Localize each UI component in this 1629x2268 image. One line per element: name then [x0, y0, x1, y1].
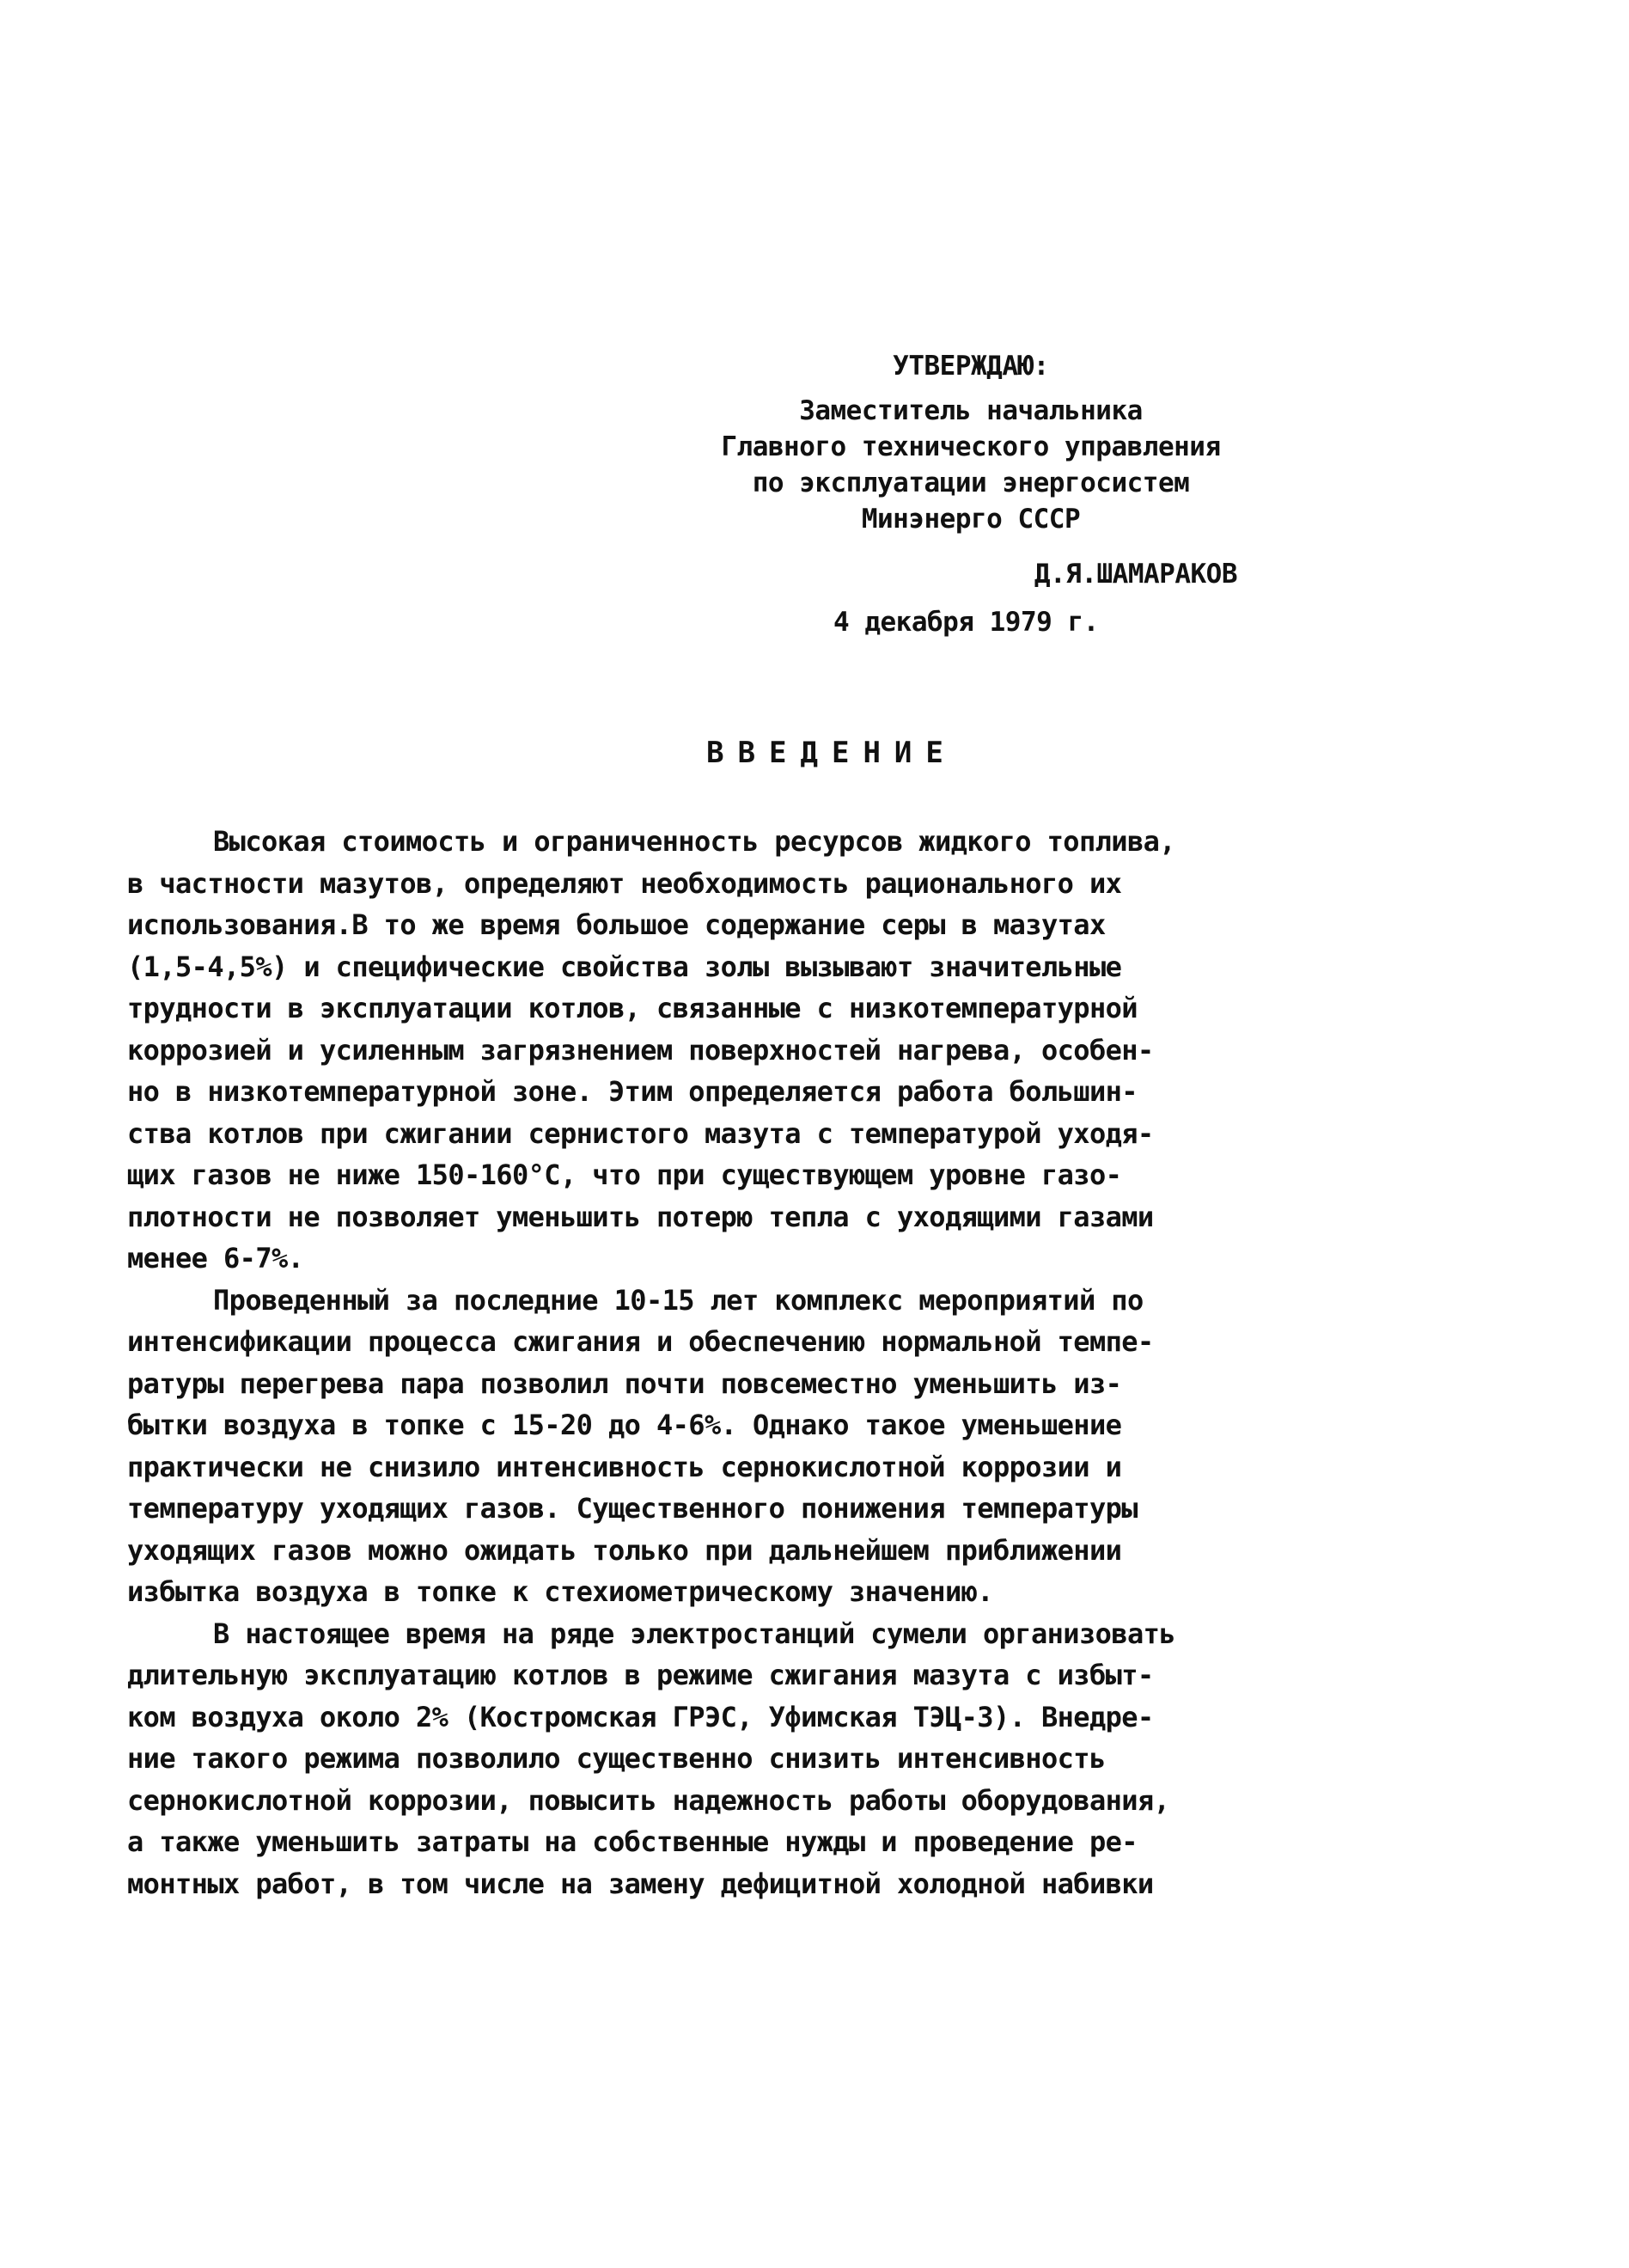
text-line: менее 6-7%. [127, 1242, 304, 1275]
approval-line: Минэнерго СССР [861, 504, 1081, 535]
text-line: ства котлов при сжигании сернистого мазута с температурой уходя- [127, 1116, 1154, 1150]
text-line: ратуры перегрева пара позволил почти повсеместно уменьшить из- [127, 1366, 1122, 1400]
text-line: уходящих газов можно ожидать только при дальнейшем приближении [127, 1533, 1122, 1567]
text-line: в частности мазутов, определяют необходимость рационального их [127, 866, 1122, 900]
text-line: интенсификации процесса сжигания и обеспечению нормальной темпе- [127, 1325, 1154, 1358]
approval-heading: УТВЕРЖДАЮ: [893, 351, 1049, 382]
section-title: ВВЕДЕНИЕ [706, 736, 957, 770]
text-line: бытки воздуха в топке с 15-20 до 4-6%. Однако такое уменьшение [127, 1409, 1122, 1441]
text-line: плотности не позволяет уменьшить потерю тепла с уходящими газами [127, 1200, 1154, 1233]
body-text [127, 821, 1235, 1904]
text-line: избытка воздуха в топке к стехиометрическому значению. [127, 1575, 993, 1608]
text-line: щих газов не ниже 150-160°С, что при существующем уровне газо- [127, 1158, 1122, 1191]
text-line: но в низкотемпературной зоне. Этим определяется работа большин- [127, 1075, 1138, 1108]
paragraph [127, 821, 1235, 1280]
approval-line: Заместитель начальника [799, 395, 1143, 426]
text-line: Проведенный за последние 10-15 лет комплекс мероприятий по [213, 1283, 1144, 1317]
paragraph [127, 1280, 1235, 1613]
text-line: ние такого режима позволило существенно снизить интенсивность [127, 1742, 1106, 1775]
text-line: Высокая стоимость и ограниченность ресурсов жидкого топлива, [213, 825, 1175, 858]
text-line: длительную эксплуатацию котлов в режиме сжигания мазута с избыт- [127, 1659, 1154, 1691]
text-line: температуру уходящих газов. Существенного понижения температуры [127, 1492, 1138, 1525]
approval-block [653, 348, 1289, 640]
approver-name: Д.Я.ШАМАРАКОВ [1034, 559, 1237, 590]
approval-line: Главного технического управления [721, 431, 1221, 462]
text-line: а также уменьшить затраты на собственные нужды и проведение ре- [127, 1825, 1138, 1858]
paragraph [127, 1613, 1235, 1905]
text-line: В настоящее время на ряде электростанций сумели организовать [213, 1617, 1175, 1650]
text-line: сернокислотной коррозии, повысить надежность работы оборудования, [127, 1783, 1170, 1817]
text-line: коррозией и усиленным загрязнением поверхностей нагрева, особен- [127, 1033, 1154, 1067]
approval-date: 4 декабря 1979 г. [833, 607, 1099, 638]
text-line: использования.В то же время большое содержание серы в мазутах [127, 908, 1106, 941]
text-line: монтных работ, в том числе на замену дефицитной холодной набивки [127, 1867, 1154, 1900]
text-line: ком воздуха около 2% (Костромская ГРЭС, Уфимская ТЭЦ-3). Внедре- [127, 1700, 1154, 1733]
approval-line: по эксплуатации энергосистем [752, 468, 1190, 498]
text-line: трудности в эксплуатации котлов, связанные с низкотемпературной [127, 992, 1138, 1024]
text-line: (1,5-4,5%) и специфические свойства золы вызывают значительные [127, 950, 1122, 983]
text-line: практически не снизило интенсивность сернокислотной коррозии и [127, 1450, 1122, 1483]
